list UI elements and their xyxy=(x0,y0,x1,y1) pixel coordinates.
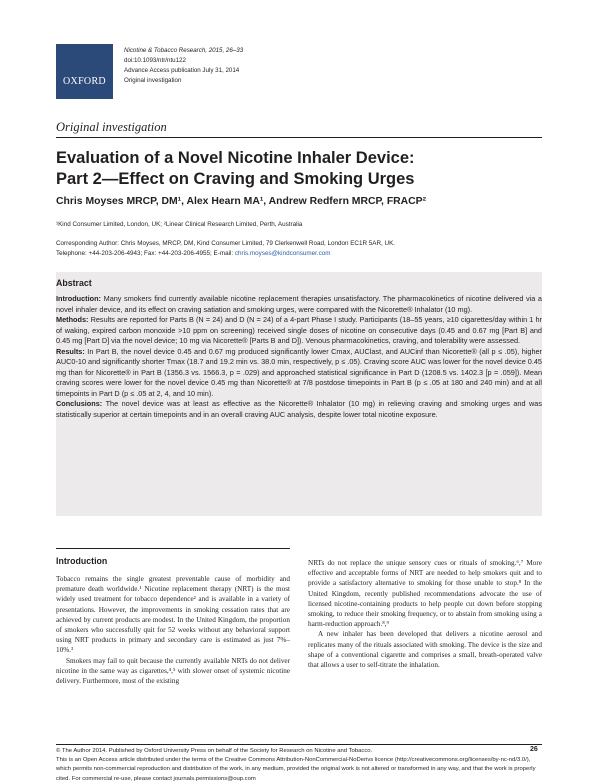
article-title xyxy=(56,148,542,190)
conclusions-label: Conclusions: xyxy=(56,399,103,408)
abstract-results xyxy=(56,347,542,400)
section-label: Original investigation xyxy=(56,120,167,134)
journal-citation: Nicotine & Tobacco Research, 2015, 26–33 xyxy=(124,47,244,54)
contact-numbers: Telephone: +44-203-206-4943; Fax: +44-203-206-4955; E-mail: xyxy=(56,250,234,257)
methods-text: Results are reported for Parts B (N = 24) and D (N = 24) of a 4-part Phase I study. Participants (18–55 years, ≥10 cigarettes/day within 1 hr of waking, expired carbon monoxide >10 ppm on screening) received single doses of nicotine on consecutive days (0.45 and 0.67 mg [Part B] and 0.45 mg [Part D] via the novel device; 10 mg via Nicorette® [Parts B and D]). Venous pharmacokinetics, craving, and tolerability were assessed. xyxy=(56,315,542,345)
affiliations: ¹Kind Consumer Limited, London, UK; ²Linear Clinical Research Limited, Perth, Australia xyxy=(56,221,303,228)
introduction-heading: Introduction xyxy=(56,556,108,566)
results-text: In Part B, the novel device 0.45 and 0.67 mg produced significantly lower Cmax, AUClast, and AUCinf than Nicorette® (all p ≤ .05), higher AUC0-10 and significantly shorter Tmax (18.7 and 19.2 min vs. 38.0 min, respectively, p ≤ .05). Craving score AUC was lower for the novel device 0.45 mg than for Nicorette® in Part B (1356.3 vs. 1566.3, p = .029) and approached statistical significance in Part D (1208.5 vs. 1402.3 [p = .059]). Mean craving scores were lower for the novel device 0.45 mg than Nicorette® at 7/8 postdose timepoints in Part B (p ≤ .05 at 180 and 240 min) and at all timepoints in Part D (p ≤ .05 at 2, 4, and 10 min). xyxy=(56,346,542,398)
footer xyxy=(56,747,542,784)
correspondence xyxy=(56,239,542,259)
footer-divider xyxy=(56,744,542,745)
doi-link[interactable]: doi:10.1093/ntr/ntu122 xyxy=(124,57,186,64)
header-divider xyxy=(56,137,542,138)
paragraph: A new inhaler has been developed that delivers a nicotine aerosol and replicates many of the rituals associated with smoking. The device is the size and shape of a conventional cigarette and comprises a small, breath-operated valve that allows a user to self-titrate the inhalation. xyxy=(308,630,542,670)
left-column xyxy=(56,574,290,686)
paragraph: Tobacco remains the single greatest preventable cause of morbidity and premature death worldwide.¹ Nicotine replacement therapy (NRT) is the most widely used treatment for tobacco dependence² and is available in a variety of presentations. However, the improvements in smoking cessation rates that are achieved by current products are modest. In the United Kingdom, the proportion of smokers who successfully quit for 52 weeks without any behavioral support using NRT products in primary and secondary care is estimated as just 7%–10%.³ xyxy=(56,575,290,655)
author-list: Chris Moyses MRCP, DM¹, Alex Hearn MA¹, Andrew Redfern MRCP, FRACP² xyxy=(56,196,427,207)
right-column xyxy=(308,558,542,670)
intro-label: Introduction: xyxy=(56,294,101,303)
advance-access-date: Advance Access publication July 31, 2014 xyxy=(124,67,240,74)
intro-text: Many smokers find currently available nicotine replacement therapies unsatisfactory. The pharmacokinetics of nicotine delivered via a novel inhaler device, and its effect on craving satiation and smoking urges, were compared with the Nicorette® Inhalator (10 mg). xyxy=(56,294,542,314)
article-type: Original investigation xyxy=(124,77,182,84)
journal-info xyxy=(124,46,243,86)
paragraph: NRTs do not replace the unique sensory cues or rituals of smoking.⁶,⁷ More effective and acceptable forms of NRT are needed to help smokers quit and to provide a satisfactory alternative to smoking for those unable to stop.⁸ In the United Kingdom, recently published recommendations advocate the use of licensed nicotine-containing products to help people cut down before stopping smoking, to reduce their smoking frequency, or to abstain from smoking using a harm-reduction approach.⁸,⁹ xyxy=(308,559,542,629)
copyright-notice: © The Author 2014. Published by Oxford University Press on behalf of the Society for Research on Nicotine and Tobacco. xyxy=(56,748,373,754)
correspondence-contact xyxy=(56,249,542,259)
abstract-body xyxy=(56,294,542,420)
abstract-conclusions xyxy=(56,399,542,420)
email-link[interactable]: chris.moyses@kindconsumer.com xyxy=(234,250,331,257)
oxford-logo: OXFORD xyxy=(56,44,113,99)
page-number: 26 xyxy=(530,746,538,753)
results-label: Results: xyxy=(56,346,85,356)
paragraph: Smokers may fail to quit because the currently available NRTs do not deliver nicotine in the same way as cigarettes,⁴,⁵ with slower onset of systemic nicotine delivery. Furthermore, most of the existing xyxy=(56,656,290,686)
title-line-1: Evaluation of a Novel Nicotine Inhaler Device: xyxy=(56,149,415,167)
conclusions-text: The novel device was at least as effective as the Nicorette® Inhalator (10 mg) in relieving craving and smoking urges and was statistically superior at certain timepoints and in an overall craving AUC analysis, despite lower total nicotine exposure. xyxy=(56,399,542,419)
abstract-heading: Abstract xyxy=(56,278,92,288)
title-line-2: Part 2—Effect on Craving and Smoking Urges xyxy=(56,170,415,188)
methods-label: Methods: xyxy=(56,315,89,324)
abstract-introduction xyxy=(56,294,542,315)
abstract-methods xyxy=(56,315,542,347)
license-notice: This is an Open Access article distributed under the terms of the Creative Commons Attribution-NonCommercial-NoDerivs licence (http://creativecommons.org/licenses/by-nc-nd/3.0/), which permits non-commercial reproduction and distribution of the work, in any medium, provided the original work is not altered or transformed in any way, and that the work is properly cited. For commercial re-use, please contact journals.permissions@oup.com xyxy=(56,757,536,782)
correspondence-address: Corresponding Author: Chris Moyses, MRCP, DM, Kind Consumer Limited, 79 Clerkenwell Road, London EC1R 5AR, UK. xyxy=(56,240,396,247)
introduction-divider xyxy=(56,548,290,549)
